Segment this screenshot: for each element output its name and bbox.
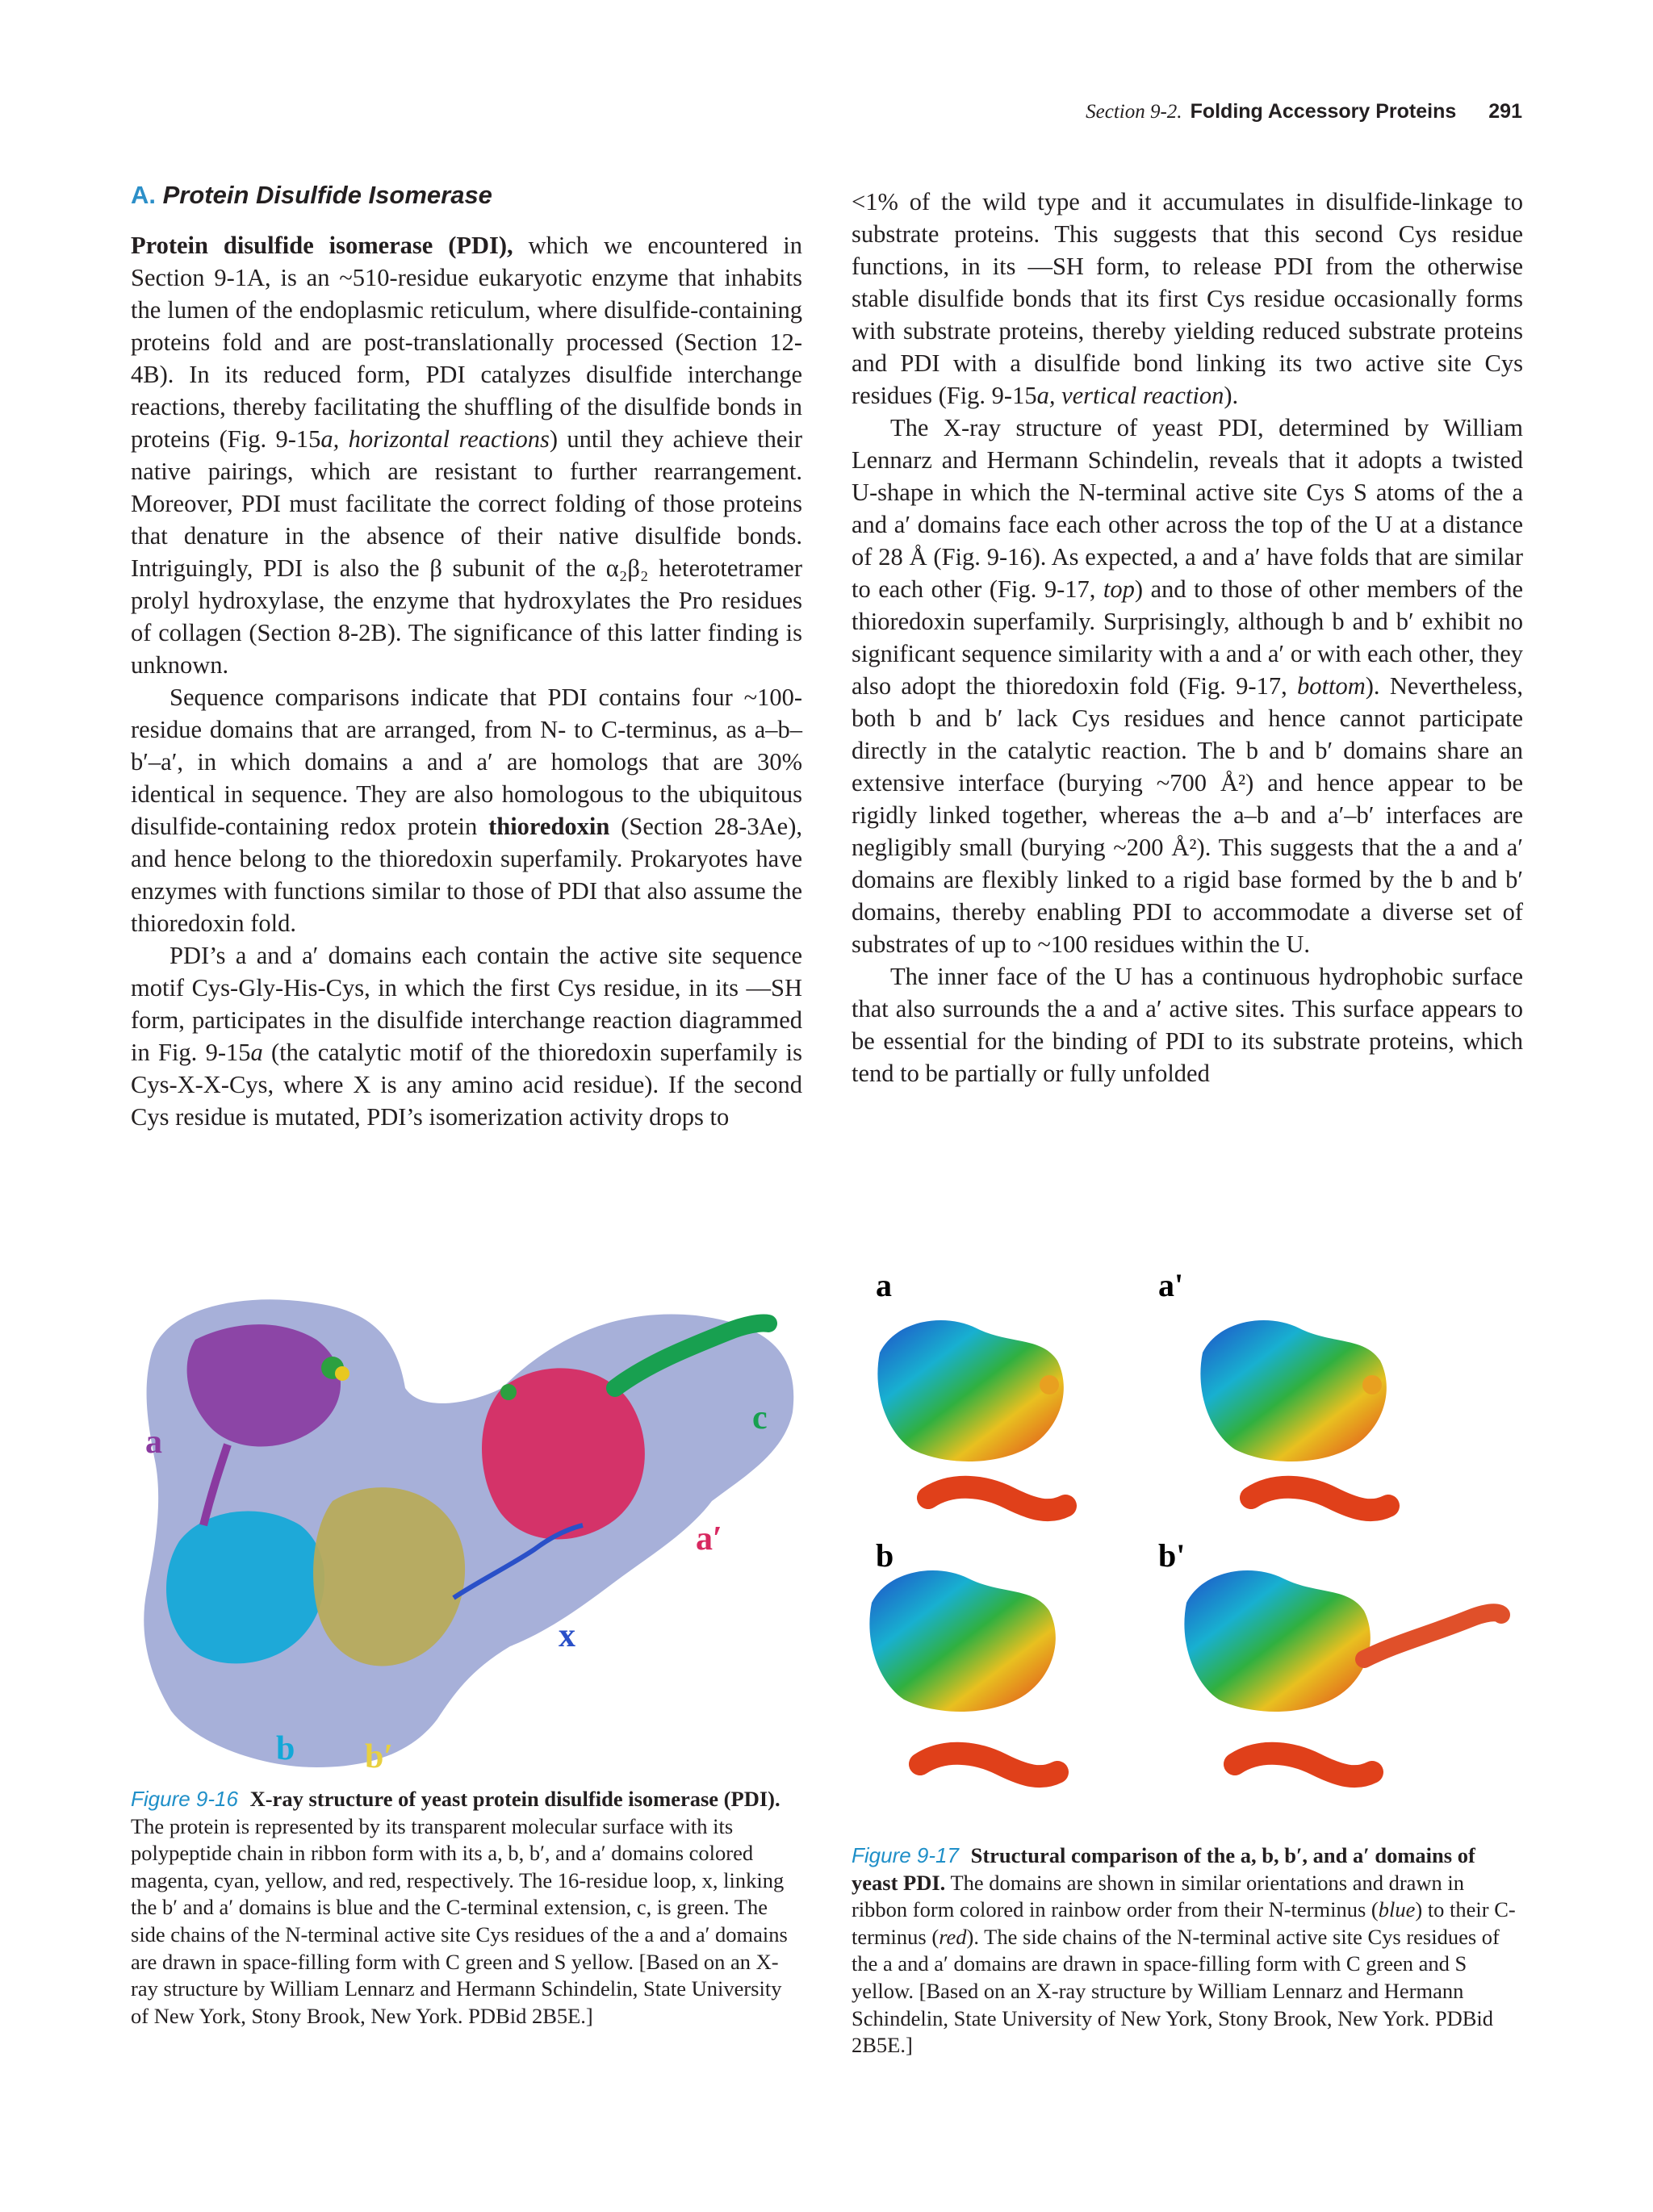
section-letter: A. xyxy=(131,181,156,209)
c-terminal-helix-b-prime xyxy=(1364,1612,1501,1659)
paragraph-1 xyxy=(131,229,802,681)
panel-label-b-prime: b' xyxy=(1158,1537,1186,1574)
label-a-prime: a′ xyxy=(696,1520,722,1558)
helix-b-prime xyxy=(1235,1754,1372,1776)
text-run-italic: a, horizontal reactions xyxy=(320,425,550,453)
panel-b xyxy=(869,1537,1057,1776)
label-b: b xyxy=(276,1730,295,1767)
left-column xyxy=(131,179,802,1133)
text-run: ) until they achieve their native pairings, which are resistant to further rearrangement. Moreover, PDI must facilitate the correct folding of those proteins that denature in the absence of their native disulfide bonds. Intriguingly, PDI is also the β subunit of the α₂β₂ heterotetramer prolyl hydroxylase, the enzyme that hydroxylates the Pro residues of collagen (Section 8-2B). The significance of this latter finding is unknown. xyxy=(131,425,802,679)
figure-label: Figure 9-16 xyxy=(131,1787,238,1811)
ribbon-b-prime xyxy=(1184,1570,1370,1712)
paragraph-3 xyxy=(131,939,802,1133)
section-title: Protein Disulfide Isomerase xyxy=(162,181,492,209)
caption-italic: red xyxy=(939,1924,967,1949)
panel-label-b: b xyxy=(876,1537,894,1574)
caption-title: Structural comparison of the a, b, b′, and a′ domains of yeast PDI. xyxy=(852,1843,1475,1895)
domain-comparison-illustration xyxy=(847,1256,1534,1821)
paragraph-2 xyxy=(131,681,802,939)
label-b-prime: b′ xyxy=(365,1738,394,1775)
ribbon-a xyxy=(877,1320,1063,1461)
caption-text: ). The side chains of the N-terminal active site Cys residues of the a and a′ domains are drawn in space-filling form with C green and S yellow. [Based on an X-ray structure by William Lennarz and Hermann Schindelin, State University of New York, Stony Brook, New York. PDBid 2B5E.] xyxy=(852,1924,1500,2058)
label-a: a xyxy=(145,1424,162,1461)
ribbon-b xyxy=(869,1570,1055,1712)
figure-9-17-caption xyxy=(852,1842,1523,2059)
panel-label-a-prime: a' xyxy=(1158,1267,1184,1303)
page-number: 291 xyxy=(1488,100,1522,123)
text-run: (the catalytic motif of the thioredoxin superfamily is Cys-X-X-Cys, where X is any amino acid residue). If the second Cys residue is mutated, PDI’s isomerization activity drops to xyxy=(131,1039,802,1131)
figure-label: Figure 9-17 xyxy=(852,1843,959,1867)
section-heading xyxy=(131,179,802,211)
helix-a xyxy=(928,1487,1065,1510)
term-thioredoxin: thioredoxin xyxy=(488,813,610,840)
ribbon-a-prime xyxy=(1200,1320,1386,1461)
panel-a-prime xyxy=(1158,1267,1388,1510)
text-run: The X-ray structure of yeast PDI, determined by William Lennarz and Hermann Schindelin, reveals that it adopts a twisted U-shape in which the N-terminal active site Cys S atoms of the a and a′ domains face each other across the top of the U at a distance of 28 Å (Fig. 9-16). As expected, a and a′ have folds that are similar to each other (Fig. 9-17, xyxy=(852,414,1523,603)
cys-atom-a-prime xyxy=(500,1384,517,1400)
panel-label-a: a xyxy=(876,1267,892,1303)
paragraph-5 xyxy=(852,412,1523,960)
panel-a xyxy=(876,1267,1065,1510)
text-run: PDI’s a and a′ domains each contain the active site sequence motif Cys-Gly-His-Cys, in which the first Cys residue, in its —SH form, participates in the disulfide interchange reaction diagrammed in Fig. 9-15 xyxy=(131,942,802,1066)
caption-text: The domains are shown in similar orientations and drawn in ribbon form colored in rainbow order from their N-terminus ( xyxy=(852,1870,1465,1922)
text-run: ). Nevertheless, both b and b′ lack Cys residues and hence cannot participate directly in the catalytic reaction. The b and b′ domains share an extensive interface (burying ~700 Å²) and hence appear to be rigidly linked together, whereas the a–b and a′–b′ interfaces are negligibly small (burying ~200 Å²). This suggests that the a and a′ domains are flexibly linked to a rigid base formed by the b and b′ domains, thereby enabling PDI to accommodate a diverse set of substrates of up to ~100 residues within the U. xyxy=(852,672,1523,958)
header-section: Section 9-2. xyxy=(1086,101,1182,123)
term-pdi: Protein disulfide isomerase (PDI), xyxy=(131,232,513,259)
header-title: Folding Accessory Proteins xyxy=(1190,100,1457,123)
text-run: (Section 28-3Ae), and hence belong to the thioredoxin superfamily. Prokaryotes have enzymes with functions similar to those of PDI that also assume the thioredoxin fold. xyxy=(131,813,802,937)
text-run: ). xyxy=(1224,382,1239,409)
label-x: x xyxy=(559,1617,575,1654)
caption-italic: blue xyxy=(1378,1897,1416,1922)
text-run-italic: top xyxy=(1103,575,1135,603)
text-run: Sequence comparisons indicate that PDI contains four ~100-residue domains that are arranged, from N- to C-terminus, as a–b–b′–a′, in which domains a and a′ are homologs that are 30% identical in sequence. They are also homologous to the ubiquitous disulfide-containing redox protein xyxy=(131,684,802,840)
cys-atom-a-prime xyxy=(1362,1375,1382,1395)
sulfur-atom-a xyxy=(335,1366,349,1381)
text-run-italic: a xyxy=(250,1039,263,1066)
panel-b-prime xyxy=(1158,1537,1501,1776)
cys-atom-a xyxy=(1040,1375,1059,1395)
label-c: c xyxy=(752,1399,768,1436)
text-run: which we encountered in Section 9-1A, is an ~510-residue eukaryotic enzyme that inhabits the lumen of the endoplasmic reticulum, where disulfide-containing proteins fold and are post-translationally processed (Section 12-4B). In its reduced form, PDI catalyzes disulfide interchange reactions, thereby facilitating the shuffling of the disulfide bonds in proteins (Fig. 9-15 xyxy=(131,232,802,453)
figure-9-17-image xyxy=(847,1256,1534,1821)
caption-text: ) to their C-terminus ( xyxy=(852,1897,1516,1949)
helix-a-prime xyxy=(1251,1487,1388,1510)
text-run-italic: bottom xyxy=(1297,672,1366,700)
figure-9-16-caption xyxy=(131,1786,802,2030)
helix-b xyxy=(920,1754,1057,1776)
text-run: The inner face of the U has a continuous hydrophobic surface that also surrounds the a and a′ active sites. This surface appears to be essential for the binding of PDI to its substrate proteins, which tend to be partially or fully unfolded xyxy=(852,963,1523,1087)
paragraph-6 xyxy=(852,960,1523,1089)
caption-text: The protein is represented by its transparent molecular surface with its polypeptide chain in ribbon form with its a, b, b′, and a′ domains colored magenta, cyan, yellow, and red, respectively. The 16-residue loop, x, linking the b′ and a′ domains is blue and the C-terminal extension, c, is green. The side chains of the N-terminal active site Cys residues of the a and a′ domains are drawn in space-filling form with C green and S yellow. [Based on an X-ray structure by William Lennarz and Hermann Schindelin, State University of New York, Stony Brook, New York. PDBid 2B5E.] xyxy=(131,1813,788,2028)
caption-title: X-ray structure of yeast protein disulfide isomerase (PDI). xyxy=(249,1787,780,1811)
text-run: ) and to those of other members of the thioredoxin superfamily. Surprisingly, although b and b′ exhibit no significant sequence similarity with a and a′ or with each other, they also adopt the thioredoxin fold (Fig. 9-17, xyxy=(852,575,1523,700)
running-header xyxy=(1086,100,1522,123)
text-run-italic: a, vertical reaction xyxy=(1036,382,1224,409)
pdi-structure-illustration xyxy=(131,1291,802,1800)
right-column xyxy=(852,186,1523,1089)
figure-9-16-image xyxy=(131,1291,802,1800)
text-run: <1% of the wild type and it accumulates in disulfide-linkage to substrate proteins. This suggests that this second Cys residue functions, in its —SH form, to release PDI from the otherwise stable disulfide bonds that its first Cys residue occasionally forms with substrate proteins, thereby yielding reduced substrate proteins and PDI with a disulfide bond linking its two active site Cys residues (Fig. 9-15 xyxy=(852,188,1523,409)
paragraph-4 xyxy=(852,186,1523,412)
